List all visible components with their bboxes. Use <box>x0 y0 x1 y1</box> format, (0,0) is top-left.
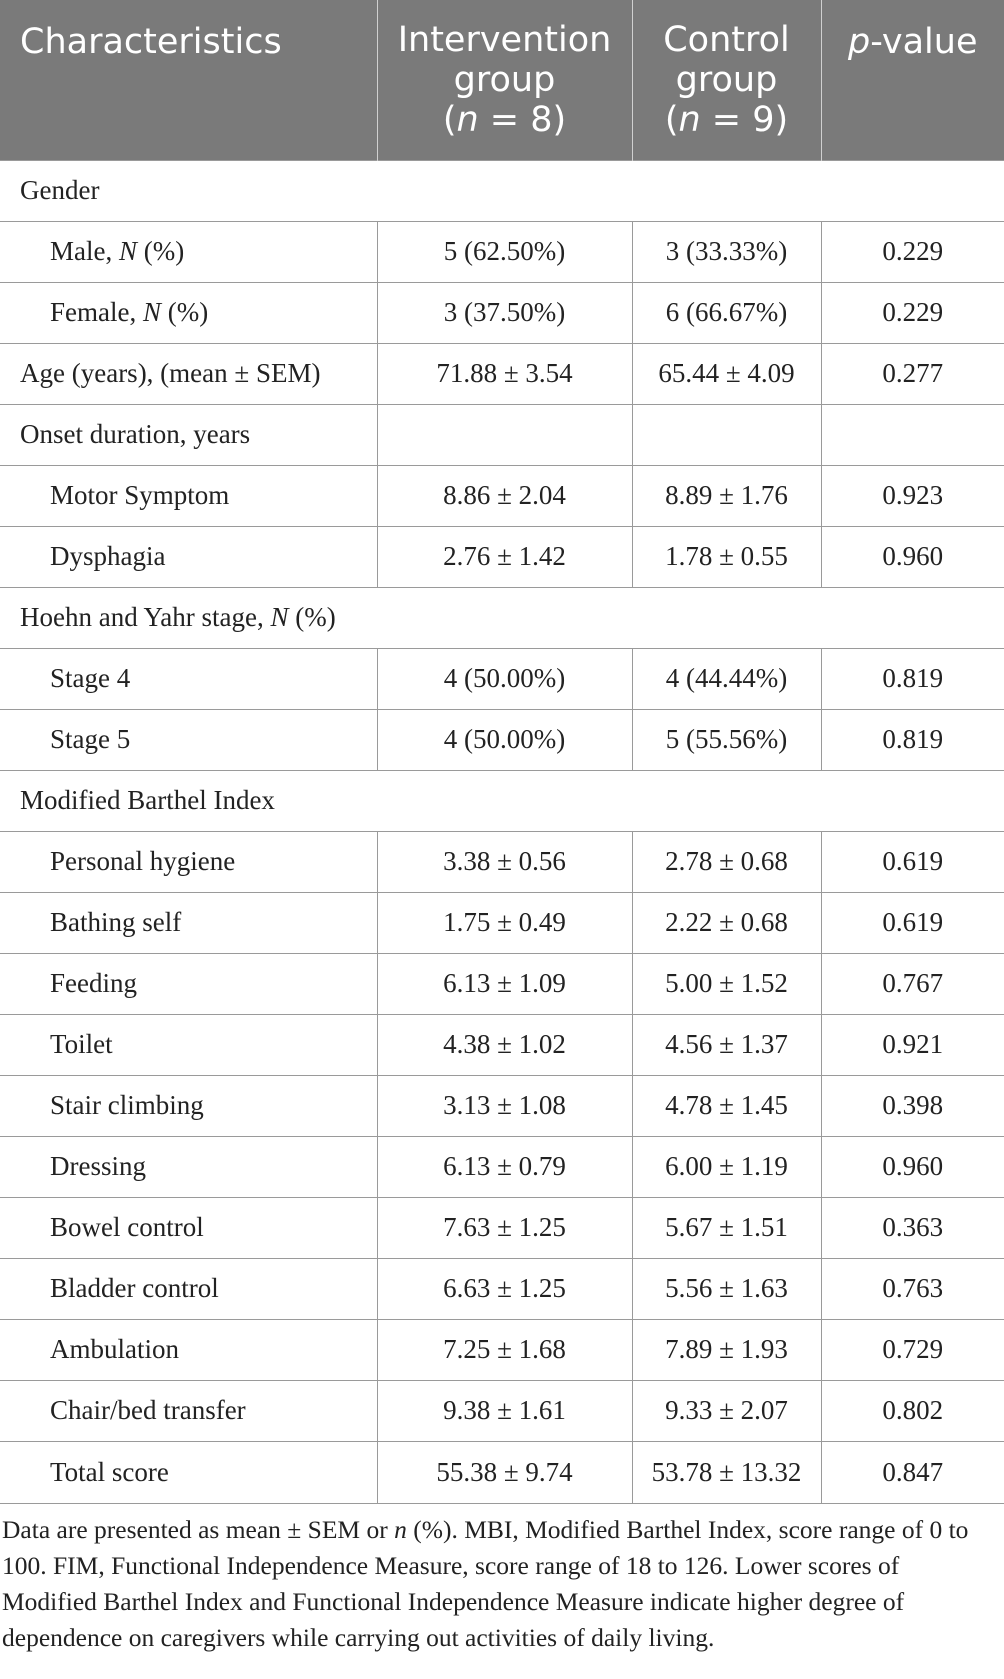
intervention-cell: 71.88 ± 3.54 <box>377 343 632 404</box>
p-value-cell: 0.819 <box>821 648 1004 709</box>
table-row-stage-4 <box>0 648 1004 709</box>
table-row-age <box>0 343 1004 404</box>
row-label: Bladder control <box>0 1258 377 1319</box>
table-header-row <box>0 0 1004 160</box>
p-value-cell: 0.398 <box>821 1075 1004 1136</box>
p-value-cell: 0.960 <box>821 1136 1004 1197</box>
control-cell: 4.56 ± 1.37 <box>632 1014 821 1075</box>
section-row-mbi <box>0 770 1004 831</box>
control-cell: 4.78 ± 1.45 <box>632 1075 821 1136</box>
empty-cell <box>632 404 821 465</box>
row-label: Personal hygiene <box>0 831 377 892</box>
row-label: Age (years), (mean ± SEM) <box>0 343 377 404</box>
section-label: Gender <box>0 160 1004 221</box>
p-value-cell: 0.819 <box>821 709 1004 770</box>
row-label: Dysphagia <box>0 526 377 587</box>
table-row-motor-symptom <box>0 465 1004 526</box>
row-label: Chair/bed transfer <box>0 1380 377 1441</box>
section-row-hoehn-yahr <box>0 587 1004 648</box>
row-label: Bathing self <box>0 892 377 953</box>
intervention-cell: 7.25 ± 1.68 <box>377 1319 632 1380</box>
p-value-cell: 0.763 <box>821 1258 1004 1319</box>
row-label: Male, N (%) <box>0 221 377 282</box>
section-label: Modified Barthel Index <box>0 770 1004 831</box>
control-cell: 2.22 ± 0.68 <box>632 892 821 953</box>
table-row-dysphagia <box>0 526 1004 587</box>
header-intervention-group: Intervention group (n = 8) <box>377 0 632 160</box>
row-label: Dressing <box>0 1136 377 1197</box>
intervention-cell: 8.86 ± 2.04 <box>377 465 632 526</box>
intervention-cell: 9.38 ± 1.61 <box>377 1380 632 1441</box>
p-value-cell: 0.923 <box>821 465 1004 526</box>
row-label: Bowel control <box>0 1197 377 1258</box>
control-cell: 8.89 ± 1.76 <box>632 465 821 526</box>
control-cell: 3 (33.33%) <box>632 221 821 282</box>
row-label: Motor Symptom <box>0 465 377 526</box>
table-row-feeding <box>0 953 1004 1014</box>
intervention-cell: 7.63 ± 1.25 <box>377 1197 632 1258</box>
table-row-female <box>0 282 1004 343</box>
p-value-cell: 0.960 <box>821 526 1004 587</box>
control-cell: 5.56 ± 1.63 <box>632 1258 821 1319</box>
intervention-cell: 6.63 ± 1.25 <box>377 1258 632 1319</box>
table-row-bladder-control <box>0 1258 1004 1319</box>
header-control-group: Control group (n = 9) <box>632 0 821 160</box>
p-value-cell: 0.229 <box>821 221 1004 282</box>
control-cell: 5.67 ± 1.51 <box>632 1197 821 1258</box>
intervention-cell: 3.38 ± 0.56 <box>377 831 632 892</box>
intervention-cell: 6.13 ± 1.09 <box>377 953 632 1014</box>
p-value-cell: 0.729 <box>821 1319 1004 1380</box>
table-row-toilet <box>0 1014 1004 1075</box>
control-cell: 1.78 ± 0.55 <box>632 526 821 587</box>
row-label: Female, N (%) <box>0 282 377 343</box>
intervention-cell: 3.13 ± 1.08 <box>377 1075 632 1136</box>
table-footnote: Data are presented as mean ± SEM or n (%). MBI, Modified Barthel Index, score range of 0 to 100. FIM, Functional Independence Measure, score range of 18 to 126. Lower scores of Modified Barthel Index and Functional Independence Measure indicate higher degree of dependence on caregivers while carrying out activities of daily living. <box>2 1514 969 1652</box>
table-row-bowel-control <box>0 1197 1004 1258</box>
table-row-stage-5 <box>0 709 1004 770</box>
p-value-cell: 0.921 <box>821 1014 1004 1075</box>
row-label: Stage 5 <box>0 709 377 770</box>
intervention-cell: 3 (37.50%) <box>377 282 632 343</box>
control-cell: 6.00 ± 1.19 <box>632 1136 821 1197</box>
header-p-value: p-value <box>821 0 1004 160</box>
intervention-cell: 2.76 ± 1.42 <box>377 526 632 587</box>
intervention-cell: 4 (50.00%) <box>377 648 632 709</box>
p-value-cell: 0.277 <box>821 343 1004 404</box>
section-label: Hoehn and Yahr stage, N (%) <box>0 587 1004 648</box>
control-cell: 7.89 ± 1.93 <box>632 1319 821 1380</box>
table-row-total-score <box>0 1441 1004 1503</box>
control-cell: 4 (44.44%) <box>632 648 821 709</box>
p-value-cell: 0.802 <box>821 1380 1004 1441</box>
p-value-cell: 0.767 <box>821 953 1004 1014</box>
p-value-cell: 0.619 <box>821 892 1004 953</box>
control-cell: 6 (66.67%) <box>632 282 821 343</box>
intervention-cell: 6.13 ± 0.79 <box>377 1136 632 1197</box>
intervention-cell: 4.38 ± 1.02 <box>377 1014 632 1075</box>
row-label: Toilet <box>0 1014 377 1075</box>
row-label: Stage 4 <box>0 648 377 709</box>
table-row-chair-bed-transfer <box>0 1380 1004 1441</box>
table-row-stair-climbing <box>0 1075 1004 1136</box>
intervention-cell: 5 (62.50%) <box>377 221 632 282</box>
table-row-bathing-self <box>0 892 1004 953</box>
p-value-cell: 0.847 <box>821 1441 1004 1503</box>
section-row-gender <box>0 160 1004 221</box>
control-cell: 5.00 ± 1.52 <box>632 953 821 1014</box>
p-value-cell: 0.229 <box>821 282 1004 343</box>
empty-cell <box>377 404 632 465</box>
row-label: Onset duration, years <box>0 404 377 465</box>
p-value-cell: 0.619 <box>821 831 1004 892</box>
table-row-personal-hygiene <box>0 831 1004 892</box>
control-cell: 65.44 ± 4.09 <box>632 343 821 404</box>
control-cell: 5 (55.56%) <box>632 709 821 770</box>
row-label: Feeding <box>0 953 377 1014</box>
row-label: Stair climbing <box>0 1075 377 1136</box>
row-label: Total score <box>0 1441 377 1503</box>
intervention-cell: 55.38 ± 9.74 <box>377 1441 632 1503</box>
control-cell: 2.78 ± 0.68 <box>632 831 821 892</box>
table-row-ambulation <box>0 1319 1004 1380</box>
intervention-cell: 1.75 ± 0.49 <box>377 892 632 953</box>
header-characteristics: Characteristics <box>0 0 377 160</box>
row-label: Ambulation <box>0 1319 377 1380</box>
table-row-dressing <box>0 1136 1004 1197</box>
table-row-male <box>0 221 1004 282</box>
control-cell: 53.78 ± 13.32 <box>632 1441 821 1503</box>
empty-cell <box>821 404 1004 465</box>
intervention-cell: 4 (50.00%) <box>377 709 632 770</box>
section-row-onset <box>0 404 1004 465</box>
p-value-cell: 0.363 <box>821 1197 1004 1258</box>
control-cell: 9.33 ± 2.07 <box>632 1380 821 1441</box>
